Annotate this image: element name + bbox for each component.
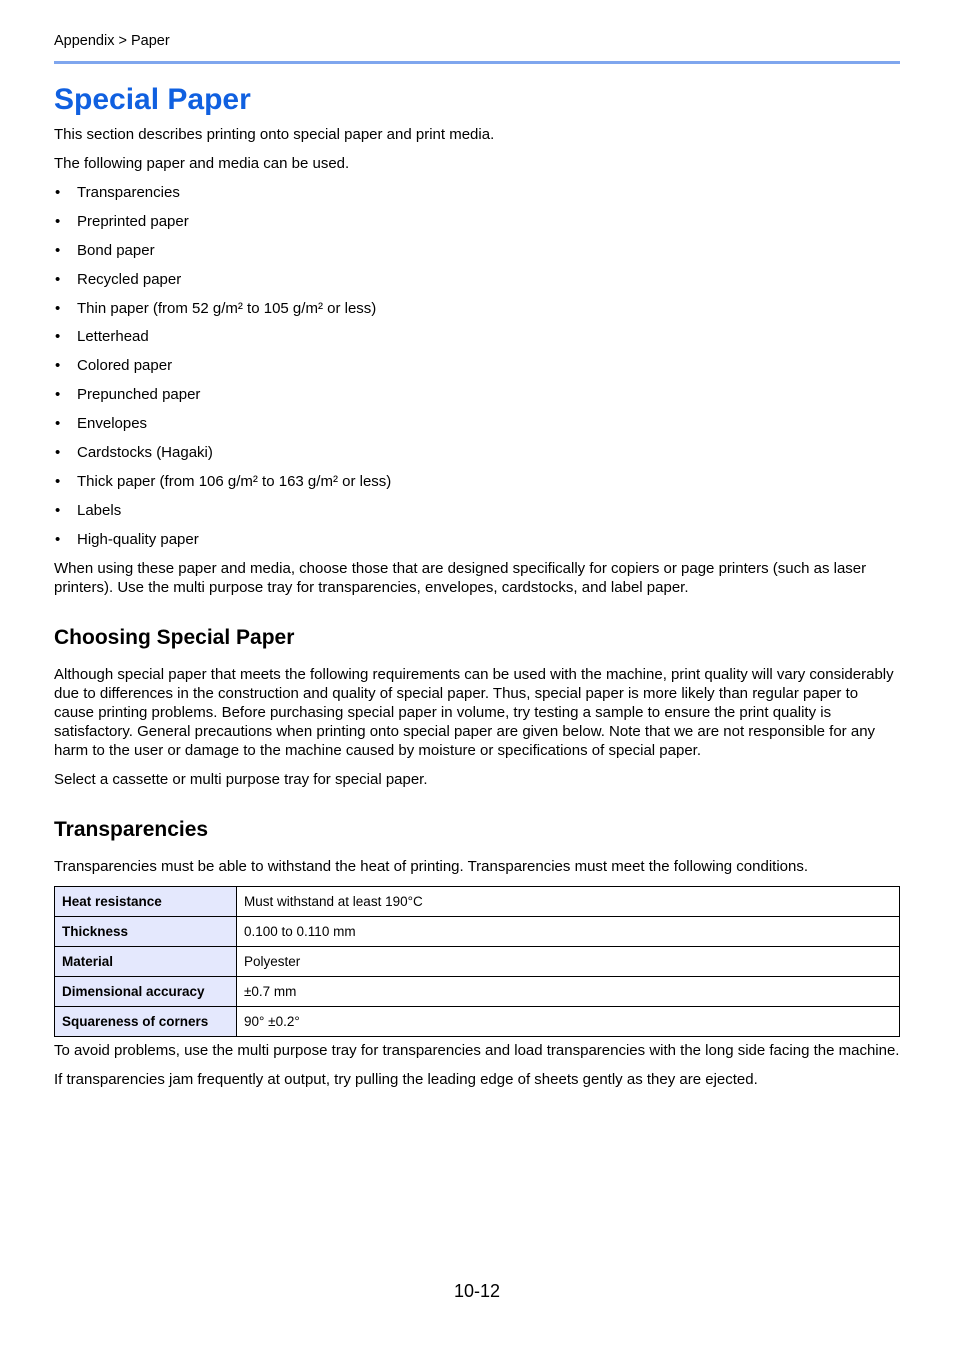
list-item: • Cardstocks (Hagaki) (54, 443, 900, 462)
intro-paragraph: The following paper and media can be used. (54, 155, 350, 172)
table-key: Squareness of corners (55, 1006, 237, 1036)
table-row (55, 916, 900, 946)
table-value: ±0.7 mm (237, 976, 900, 1006)
list-item: • Transparencies (54, 183, 900, 202)
table-key: Thickness (55, 916, 237, 946)
table-value: Polyester (237, 946, 900, 976)
list-item: • Preprinted paper (54, 212, 900, 231)
transparencies-note: To avoid problems, use the multi purpose tray for transparencies and load transparencies with the long side facing the machine. (54, 1041, 900, 1059)
table-row (55, 976, 900, 1006)
list-item: • Letterhead (54, 327, 900, 346)
table-row (55, 1006, 900, 1036)
transparencies-intro: Transparencies must be able to withstand the heat of printing. Transparencies must meet the following conditions. (54, 857, 809, 875)
table-value: 90° ±0.2° (237, 1006, 900, 1036)
choosing-select: Select a cassette or multi purpose tray for special paper. (54, 770, 428, 788)
list-item: • Thin paper (from 52 g/m² to 105 g/m² or less) (54, 299, 900, 318)
table-row (55, 946, 900, 976)
media-list (54, 183, 900, 549)
list-item: • Labels (54, 501, 900, 520)
list-item: • Bond paper (54, 241, 900, 260)
list-item: • Thick paper (from 106 g/m² to 163 g/m² or less) (54, 472, 900, 491)
page-number: 10-12 (453, 1281, 501, 1301)
section-heading-choosing: Choosing Special Paper (54, 625, 295, 649)
table-value: 0.100 to 0.110 mm (237, 916, 900, 946)
page-content (54, 125, 900, 1099)
breadcrumb: Appendix > Paper (54, 33, 170, 49)
table-key: Heat resistance (55, 886, 237, 916)
page-title: Special Paper (54, 83, 251, 116)
table-row (55, 886, 900, 916)
list-item: • Recycled paper (54, 270, 900, 289)
choosing-body: Although special paper that meets the following requirements can be used with the machine, print quality will vary considerably due to differences in the construction and quality of special paper. Thus, special paper is more likely than regular paper to cause printing problems. Before purchasing special paper in volume, try testing a sample to ensure the print quality is satisfactory. General precautions when printing onto special paper are given below. Note that we are not responsible for any harm to the user or damage to the machine caused by moisture or specifications of special paper. (54, 665, 894, 759)
list-item: • Prepunched paper (54, 385, 900, 404)
table-value: Must withstand at least 190°C (237, 886, 900, 916)
table-key: Material (55, 946, 237, 976)
transparency-spec-table (54, 886, 900, 1037)
media-note: When using these paper and media, choose those that are designed specifically for copiers or page printers (such as laser printers). Use the multi purpose tray for transparencies, envelopes, cardstocks, and label paper. (54, 559, 867, 596)
table-key: Dimensional accuracy (55, 976, 237, 1006)
intro-paragraph: This section describes printing onto special paper and print media. (54, 126, 495, 143)
list-item: • Envelopes (54, 414, 900, 433)
header-divider (54, 61, 900, 64)
list-item: • Colored paper (54, 356, 900, 375)
transparencies-note: If transparencies jam frequently at output, try pulling the leading edge of sheets gently as they are ejected. (54, 1070, 758, 1088)
list-item: • High-quality paper (54, 530, 900, 549)
section-heading-transparencies: Transparencies (54, 817, 209, 841)
